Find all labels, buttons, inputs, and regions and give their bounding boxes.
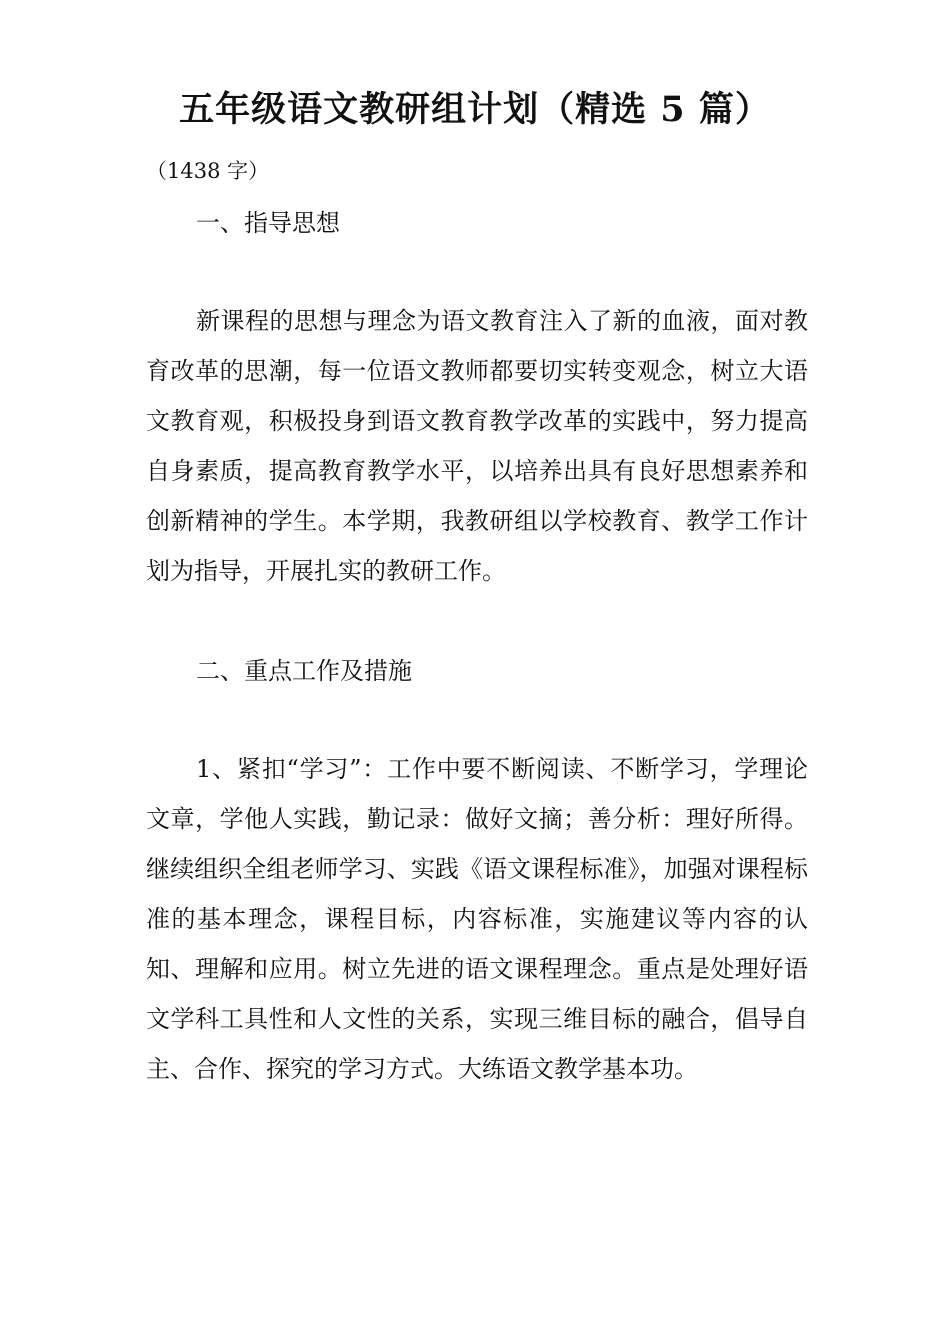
word-count: （1438 字） xyxy=(146,159,270,183)
document-title: 五年级语文教研组计划（精选 5 篇） xyxy=(179,89,771,130)
paragraph-key-work-1: 1、紧扣“学习”：工作中要不断阅读、不断学习，学理论文章，学他人实践，勤记录：做好文摘；善分析：理好所得。继续组织全组老师学习、实践《语文课程标准》，加强对课程标准的基本理念，课程目标，内容标准，实施建议等内容的认知、理解和应用。树立先进的语文课程理念。重点是处理好语文学科工具性和人文性的关系，实现三维目标的融合，倡导自主、合作、探究的学习方式。大练语文教学基本功。 xyxy=(146,755,808,1083)
paragraph-guiding-thought: 新课程的思想与理念为语文教育注入了新的血液，面对教育改革的思潮，每一位语文教师都要切实转变观念，树立大语文教育观，积极投身到语文教育教学改革的实践中，努力提高自身素质，提高教育教学水平，以培养出具有良好思想素养和创新精神的学生。本学期，我教研组以学校教育、教学工作计划为指导，开展扎实的教研工作。 xyxy=(146,307,808,585)
section-heading-guiding-thought: 一、指导思想 xyxy=(196,209,340,237)
section-heading-key-work: 二、重点工作及措施 xyxy=(196,657,412,685)
